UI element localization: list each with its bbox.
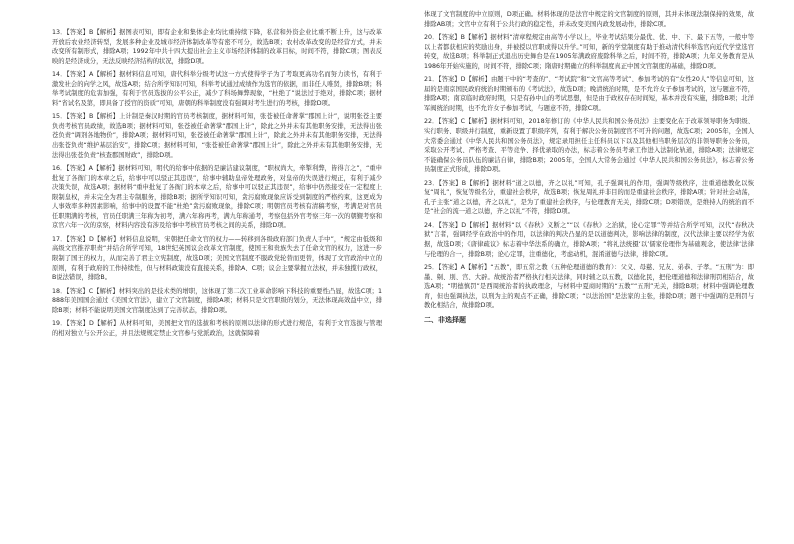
answer-23: 23．【答案】B【解析】据材料“道之以德，齐之以礼”可知，孔子强调礼的作用，强调等级秩序，注重道德教化以恢复“周礼”，恢复等级名分，重建社会秩序，故选B项；恢复周礼并非目的而是重建社会秩序，排除A项；针对社会动荡，孔子主张“道之以德，齐之以礼”，是为了重建社会秩序，与伦理教育无关，排除C项；D项错误，是维持人的统治而不是“社会的流一道之以德，齐之以礼”不符，排除D项。: [424, 179, 754, 216]
answer-20: 20．【答案】B【解析】据材料“清章程规定由高等小学以上，毕业考试结果分最优、优、中、下、最下五等，一般中等以上者都获相应的奖励出身，并被授以官职或得以升学。”可知，新的学堂制度有助于推动清代科举选官向近代学堂选官转变，故选B项；科举制正式退出历史舞台是在1905年满政府废除科举之后，时间不符，排除A项；九年义务教育是从1986年开始实施的，时间不符，排除C项；隋唐时期确立的科举制度真正中国文官制度的基础，排除D项。: [424, 34, 754, 70]
left-column: [52, 28, 382, 342]
answer-25: 25．【答案】A【解析】“五教”，即五常之教（五种伦理道德的教育）：父义、母慈、兄友、弟恭、子孝。“五刑”为：即墨、劓、刖、宫、大辟。故统治者严格执行相关法律，同时辅之以五教，以德化民，把伦理道德和法律刑罚相结合，故选A项；“明德慎罚”是西周统治者的执政理念，与材料中夏商时期的“五教”“五刑”无关，排除B项；材料中强调伦理教育，但也强调执法，以刑为主的观点不正确，排除C项；“以法治国”是法家的主张，排除D项；题干中强调的是刑罚与教化相结合，故排除D项。: [424, 264, 754, 310]
answer-15: 15．【答案】B【解析】上计制是秦汉时期的官员考核制度，据材料可知，张苍被任命著掌“郡国上计”，说明张苍主要负责考核官员政绩，故选B项；据材料可知，张苍被任命著掌“郡国上计”，除此之外并未有其他职务安排，无法得出张苍负责“调剂各地物价”，排除A项；据材料可知，张苍被任命著掌“郡国上计”，除此之外并未有其他职务安排，无法得出张苍负责“维护基层治安”，排除C项；据材料可知，“张苍被任命著掌“郡国上计”，除此之外并未有其他职务安排，无法得出张苍负责“核查郡国财政”，排除D项。: [52, 113, 382, 159]
answer-21: 21．【答案】D【解析】由题干中的“考查的”、“考试院”和“文官高等考试”、参加考试的有“女性20人”等信息可知，这届的是南京国民政府统治时期颁布的《考试法》，故选D项；晚清统治时期，是不允许女子参加考试的，这与题意不符，排除A项；南京临时政府时期，只是有孙中山的考试思想，但是由于政权存在时间短，基本并没有实施，排除B项；北洋军阀统治时期，也不允许女子参加考试，与题意不符，排除C项。: [424, 76, 754, 112]
answer-19-continued: 体现了文官制度的中立原则，D项正确。材料体现的是法官中规定的文官制度的原则，其并未体现法制保持的效果，故排除AB项；文官中立有利于公共行政的稳定性，并未改变美国内政发展动作，排除C项。: [424, 11, 754, 28]
answer-17: 17．【答案】D【解析】材料信息说明，宋朝把任命文官的权力——转移到各级政府部门负责人手中”，“规定由低级和高级文官推荐职责“并结合所学可知，18世纪英国议会改革文官制度，使国王和贵族失去了任命文官的权力，这进一步限制了国王的权力，从而完善了君主立宪制度，故选D项；美国文官制度不服政党轮替而更替，体现了文官政治中立的原则，有利于政府的工作持续性，但与材料政策没有直接关系，排除A、C项；议会主要掌握立法权，并未独揽行政权，B说法错误，排除B。: [52, 235, 382, 282]
answer-18: 18．【答案】C【解析】材料突出的是技术类的增职，这体现了第二次工业革命影响下科技的重要性凸显，故选C项；1888年美国国会通过《美国文官法》，建立了文官制度，排除A项；材料只是文官职级的划分，无法体现高效益中立，排除B项；材料不能说明美国文官制度达到了完善状态，排除D项。: [52, 287, 382, 314]
answer-13: 13．【答案】B【解析】据图表可知，即有企业和集体企业均比重持续下降，私营和外资企业比重不断上升，这与改革开放后农业经济转型，发展多种企业及城市经济体制改革等有密不可分，故选B项；农村改革改变的是经营方式，并未改变所有制形式，排除A项；1992年中共十四大提出社会主义市场经济体制的改革目标，时间不符，排除C项；图表反映的是经济成分，无法反映经济结构的状况，排除D项。: [52, 29, 382, 65]
right-column: [424, 10, 754, 325]
answer-16: 16．【答案】A【解析】据材料可知，明代的给事中依据的是廉洁建议制度，“职权尚大，牵掣利弊，皆得言之”，“重申批复了各衙门的本章之后，给事中可以驳正其违误”，给事中辅助皇帝处理政务，对皇帝的失误进行规正，有利于减少决策失误，故选A项；据材料“重申批复了各衙门的本章之后，给事中可以驳正其违误”，给事中仍然接受在一定程度上限制皇权，并未完全为君主专制服务，排除B项；据所学知识可知，贪污腐败现象应诉受到制度的严格约束，这更成为人事效率多种因素影响，给事中的设置不能“杜绝”贪污腐败现象，排除C项；明朝官员考核有清稿考察，考满是对官员任职期满的考核，官员任职满三年称为初考，满六年称再考，满九年称通考，考察包括外官考察三年一次的朝觐考察和京官六年一次的京察，材料内容没有涉及给事中考核官员考核之间的关系，排除D项。: [52, 165, 382, 230]
answer-14: 14．【答案】A【解析】据材料信息可知，唐代科举分级考试这一方式使得学子为了考取更高功名而努力读书，有利于激发社会的向学之风，故选A项；结合所学知识可知，科举考试通过成绩作为选官的依据，而非任人唯贤，排除B项；科举考试制度的危害加强，有利于官员选拔的公平公正，减少了科场舞弊现象，“杜绝了”说法过于绝对，排除C项；据材料“省试名及第，即具备了授官的资质”可知，唐朝的科举制度没有强调对考生进行的考核，排除D项。: [52, 71, 382, 107]
answer-22: 22．【答案】C【解析】据材料可知，2018年修订的《中华人民共和国公务员法》主要变化在于改革领导职务为职级、实行职务、职级并行制度，重新设置了职级序列，有利于解决公务员制度官不可升的问题，故选C项；2005年，全国人大常委会通过《中华人民共和国公务员法》，规定录用担任主任科员以下以及其他相当职务层次的非领导职务公务员，采取公开考试、严格考查、平等竞争、择优录取的办法，标志着公务员考录工作进入法制化轨道，排除A项；法律规定不能确保公务员队伍的廉洁自律，排除B项；2005年，全国人大常务会通过《中华人民共和国公务员法》，标志着公务员制度正式形成，排除D项。: [424, 118, 754, 174]
section-heading: 二、非选择题: [424, 315, 466, 324]
answer-24: 24．【答案】D【解析】据材料“以《春秋》义断之”“以《春秋》之治狱，论心定罪”等并结合所学可知，汉代“春秋决狱”言者，强调经学在政治中的作用，以法律的判决凸显的是以道德判决，影响法律的制度，汉代法律主要以经学为依据，故选D项；《唐律疏议》标志着中华法系的确立，排除A项；“将礼法统摄‘以’儒家伦理作为基础观念，使法律‘法律与伦理的合一，排除B项；论心定罪，注重德化，考虑动机，混淆道德与法律，排除C项。: [424, 221, 754, 258]
answer-19: 19．【答案】D【解析】从材料可知，美国把文官的选拔和考核的原则以法律的形式进行规范，有利于文官选拔与管理的相对独立与公开公正，并且法规规定禁止文官参与党派政治，这就保障着: [52, 320, 382, 337]
